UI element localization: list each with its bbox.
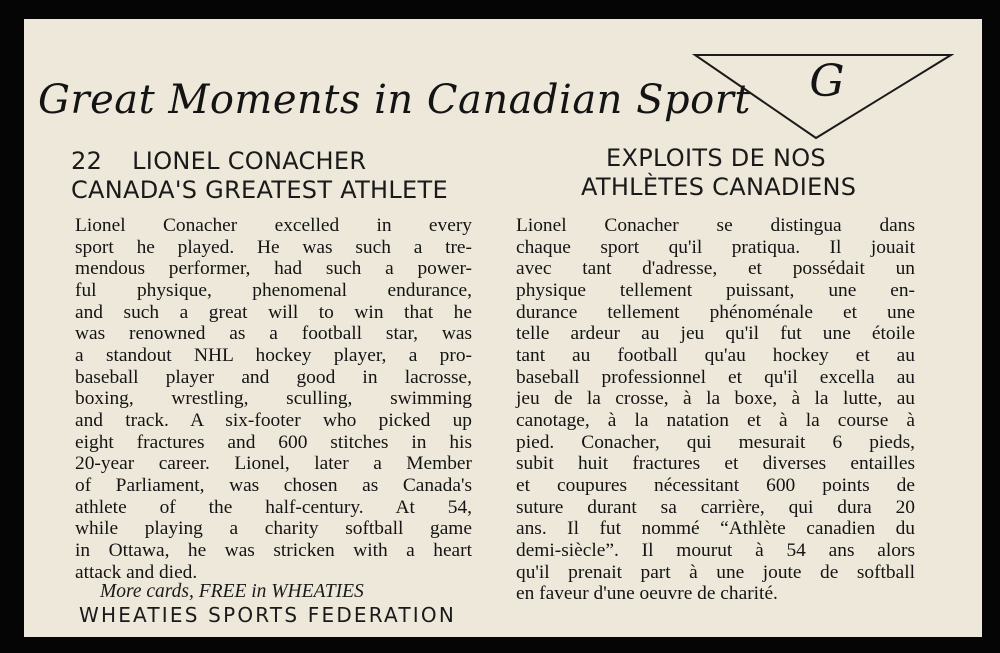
text-line: athlete of the half-century. At 54, [75,496,472,518]
english-heading-line1 [71,147,366,176]
text-line: Lionel Conacher se distingua dans [516,215,915,236]
text-line: ful physique, phenomenal endurance, [75,279,472,301]
text-line: attack and died. [75,561,198,583]
text-line: baseball professionnel et qu'il excella au [516,366,915,388]
text-line: canotage, à la natation et à la course à [516,409,915,431]
card-number: 22 [71,147,103,175]
text-line: sport he played. He was such a tre- [75,236,472,258]
script-title: Great Moments in Canadian Sport [38,77,751,123]
french-heading-line1: EXPLOITS DE NOS [606,144,826,172]
text-line: jeu de la crosse, à la boxe, à la lutte, au [516,388,915,410]
text-line: of Parliament, was chosen as Canada's [75,474,472,496]
footer-federation: WHEATIES SPORTS FEDERATION [79,603,457,627]
logo-letter: G [809,56,845,107]
text-line: subit huit fractures et diverses entailles [516,453,915,475]
text-line: demi-siècle”. Il mourut à 54 ans alors [516,539,915,561]
text-line: and track. A six-footer who picked up [75,409,472,431]
trading-card [24,19,982,637]
text-line: baseball player and good in lacrosse, [75,366,472,388]
athlete-name: LIONEL CONACHER [132,147,367,175]
text-line: tant au football qu'au hockey et au [516,344,915,366]
english-body [75,215,472,583]
footer-promo: More cards, FREE in WHEATIES [100,581,364,602]
french-body [516,215,915,605]
text-line: a standout NHL hockey player, a pro- [75,344,472,366]
text-line: physique tellement puissant, une en- [516,279,915,301]
text-line: avec tant d'adresse, et possédait un [516,258,915,280]
french-heading-line2: ATHLÈTES CANADIENS [581,173,857,201]
text-line: boxing, wrestling, sculling, swimming [75,388,472,410]
logo-triangle [692,52,954,142]
text-line: telle ardeur au jeu qu'il fut une étoile [516,323,915,345]
text-line: in Ottawa, he was stricken with a heart [75,539,472,561]
text-line: while playing a charity softball game [75,518,472,540]
text-line: ans. Il fut nommé “Athlète canadien du [516,518,915,540]
text-line: 20-year career. Lionel, later a Member [75,453,472,475]
text-line: pied. Conacher, qui mesurait 6 pieds, [516,431,915,453]
english-heading-line2: CANADA'S GREATEST ATHLETE [71,176,448,204]
text-line: et coupures nécessitant 600 points de [516,474,915,496]
text-line: eight fractures and 600 stitches in his [75,431,472,453]
text-line: and such a great will to win that he [75,301,472,323]
text-line: mendous performer, had such a power- [75,258,472,280]
text-line: qu'il prenait part à une joute de softball [516,561,915,583]
text-line: durance tellement phénoménale et une [516,301,915,323]
text-line: suture durant sa carrière, qui dura 20 [516,496,915,518]
text-line: Lionel Conacher excelled in every [75,215,472,236]
text-line: en faveur d'une oeuvre de charité. [516,583,778,605]
text-line: chaque sport qu'il pratiqua. Il jouait [516,236,915,258]
text-line: was renowned as a football star, was [75,323,472,345]
